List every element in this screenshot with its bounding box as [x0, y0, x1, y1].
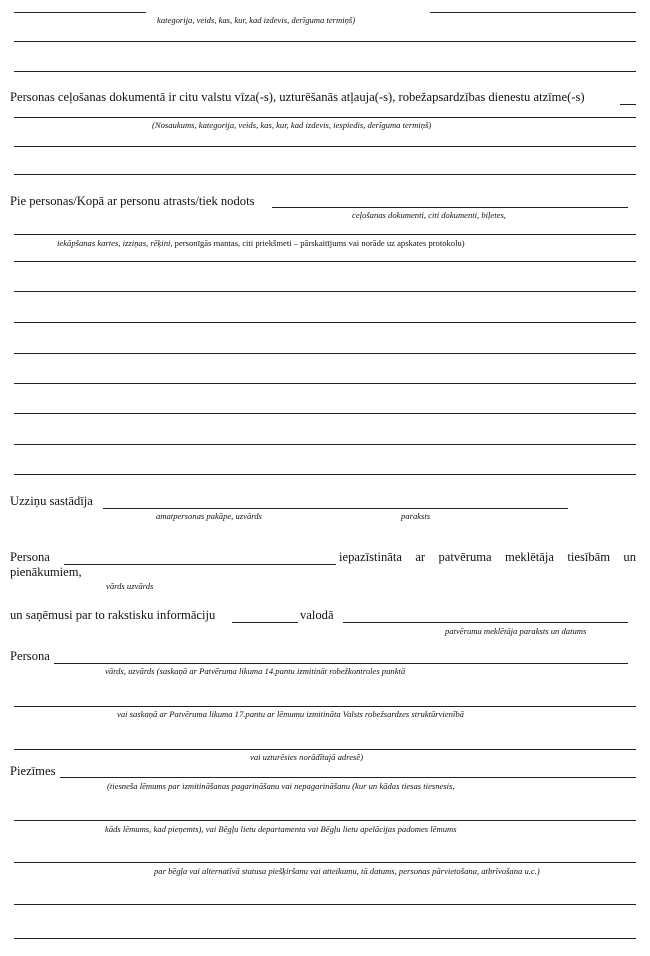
form-line[interactable] [14, 117, 636, 118]
field-caption [57, 238, 465, 248]
form-line[interactable] [14, 474, 636, 475]
form-line[interactable] [272, 207, 628, 208]
form-line[interactable] [343, 622, 628, 623]
form-line[interactable] [14, 749, 636, 750]
field-caption: patvēruma meklētāja paraksts un datums [445, 626, 587, 636]
form-line[interactable] [14, 904, 636, 905]
form-line[interactable] [14, 234, 636, 235]
form-line[interactable] [14, 41, 636, 42]
caption-plain-part: personīgās mantas, citi priekšmeti – pārskaitījums vai norāde uz apskates protokolu) [172, 238, 465, 248]
field-caption: vārds, uzvārds (saskaņā ar Patvēruma likuma 14.pantu izmitināt robežkontroles punktā [105, 666, 406, 676]
compiled-by-label: Uzziņu sastādīja [10, 494, 93, 508]
person-label: Persona [10, 550, 50, 564]
form-line[interactable] [14, 261, 636, 262]
visa-text: Personas ceļošanas dokumentā ir citu valstu vīza(-s), uzturēšanās atļauja(-s), robežapsardzības dienestu atzīme(-s) [10, 90, 585, 104]
notes-label: Piezīmes [10, 764, 56, 778]
form-line[interactable] [14, 174, 636, 175]
language-label: valodā [300, 608, 334, 622]
word: iepazīstināta [339, 550, 402, 564]
form-line[interactable] [14, 71, 636, 72]
form-line[interactable] [64, 564, 336, 565]
word: tiesībām [567, 550, 611, 564]
form-line[interactable] [14, 820, 636, 821]
field-caption: amatpersonas pakāpe, uzvārds [156, 511, 262, 521]
form-line[interactable] [14, 291, 636, 292]
word: patvēruma [438, 550, 492, 564]
field-caption: ceļošanas dokumenti, citi dokumenti, biļetes, [352, 210, 506, 220]
form-line[interactable] [54, 663, 628, 664]
form-line[interactable] [14, 413, 636, 414]
form-line[interactable] [620, 104, 636, 105]
form-line[interactable] [14, 322, 636, 323]
form-line[interactable] [14, 444, 636, 445]
form-line[interactable] [14, 12, 146, 13]
word: ar [415, 550, 426, 564]
acquainted-text [339, 550, 636, 565]
field-caption: (tiesneša lēmums par izmitināšanas pagarināšanu vai nepagarināšanu (kur un kādas tiesas tiesnesis, [107, 781, 455, 791]
field-caption: kategorija, veids, kas, kur, kad izdevis, derīguma termiņš) [157, 15, 356, 25]
form-line[interactable] [14, 862, 636, 863]
form-line[interactable] [14, 706, 636, 707]
word: meklētāja [505, 550, 554, 564]
word: un [623, 550, 636, 564]
form-line[interactable] [430, 12, 636, 13]
field-caption: vai uzturēsies norādītajā adresē) [250, 752, 364, 762]
field-caption: vārds uzvārds [106, 581, 154, 591]
caption-italic-part: iekāpšanas kartes, izziņas, rēķini, [57, 238, 173, 248]
form-line[interactable] [14, 146, 636, 147]
person2-label: Persona [10, 649, 50, 663]
items-label: Pie personas/Kopā ar personu atrasts/tiek nodots [10, 194, 255, 208]
field-caption: paraksts [401, 511, 431, 521]
field-caption: (Nosaukums, kategorija, veids, kas, kur, kad izdevis, iespiedis, derīguma termiņš) [152, 120, 432, 130]
form-line[interactable] [14, 938, 636, 939]
form-line[interactable] [14, 383, 636, 384]
field-caption: vai saskaņā ar Patvēruma likuma 17.pantu ar lēmumu izmitināta Valsts robežsardzes struktūrvienībā [117, 709, 464, 719]
received-info-label: un saņēmusi par to rakstisku informāciju [10, 608, 216, 622]
form-line[interactable] [103, 508, 568, 509]
form-line[interactable] [14, 353, 636, 354]
obligations-label: pienākumiem, [10, 565, 82, 579]
field-caption: kāds lēmums, kad pieņemts), vai Bēgļu lietu departamenta vai Bēgļu lietu apelācijas padomes lēmums [105, 824, 457, 834]
form-line[interactable] [60, 777, 636, 778]
form-line[interactable] [232, 622, 298, 623]
field-caption: par bēgļa vai alternatīvā statusa piešķiršanu vai atteikumu, tā datums, personas pārvietošana, atbrīvošana u.c.) [154, 866, 540, 876]
